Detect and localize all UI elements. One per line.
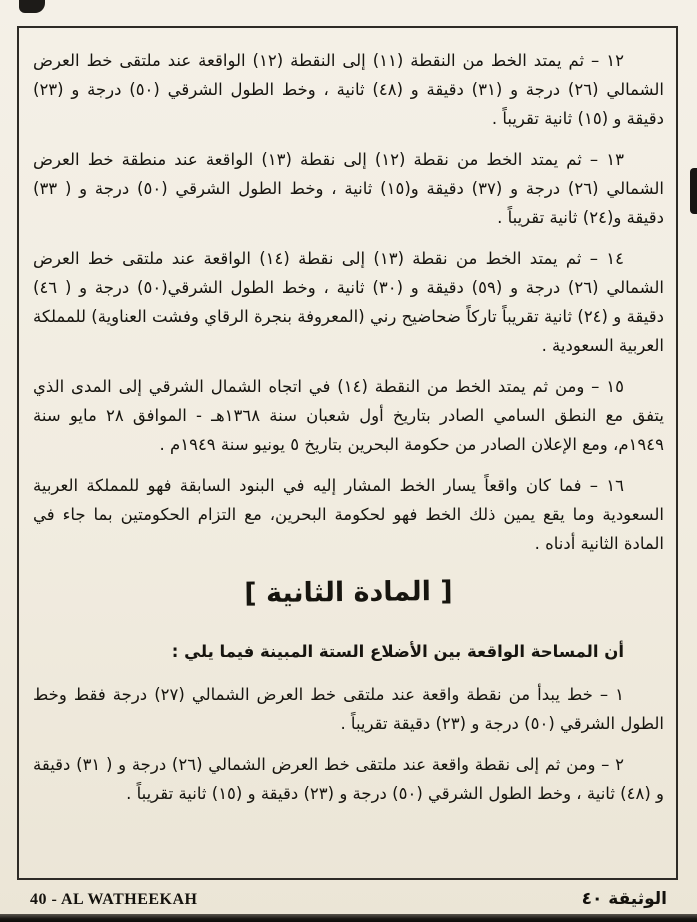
article-2-heading: [ المادة الثانية ] [244, 575, 453, 610]
paragraph-15: ١٥ – ومن ثم يمتد الخط من النقطة (١٤) في اتجاه الشمال الشرقي إلى المدى الذي يتفق مع النطق السامي الصادر بتاريخ أول شعبان سنة ١٣٦٨هـ - الموافق ٢٨ مايو سنة ١٩٤٩م، ومع الإعلان الصادر من حكومة البحرين بتاريخ ٥ يونيو سنة ١٩٤٩م . [33, 377, 664, 454]
scan-edge-bottom [0, 914, 697, 922]
article-2-paragraph-2: ٢ – ومن ثم إلى نقطة واقعة عند ملتقى خط العرض الشمالي (٢٦) درجة و ( ٣١) دقيقة و (٤٨) ثانية ، وخط الطول الشرقي (٥٠) درجة و (٢٣) دقيقة و (١٥) ثانية تقريباً . [33, 755, 664, 803]
scan-artifact-top-left [19, 0, 45, 13]
scan-artifact-right-edge [690, 168, 697, 214]
paragraph-16: ١٦ – فما كان واقعاً يسار الخط المشار إليه في البنود السابقة فهو للمملكة العربية السعودية وما يقع يمين ذلك الخط فهو لحكومة البحرين، مع التزام الحكومتين بما جاء في المادة الثانية أدناه . [33, 476, 664, 553]
paragraph-12: ١٢ – ثم يمتد الخط من النقطة (١١) إلى النقطة (١٢) الواقعة عند ملتقى خط العرض الشمالي (٢٦) درجة و (٣١) دقيقة و (٤٨) ثانية ، وخط الطول الشرقي (٥٠) درجة و (٢٣) دقيقة و (١٥) ثانية تقريباً . [33, 51, 664, 128]
page-footer [30, 889, 667, 909]
paragraph-13: ١٣ – ثم يمتد الخط من نقطة (١٢) إلى نقطة (١٣) الواقعة عند منطقة خط العرض الشمالي (٢٦) درجة و (٣٧) دقيقة و(١٥) ثانية ، وخط الطول الشرقي (٥٠) درجة و ( ٣٣) دقيقة و(٢٤) ثانية تقريباً . [33, 150, 664, 227]
article-2-paragraph-1: ١ – خط يبدأ من نقطة واقعة عند ملتقى خط العرض الشمالي (٢٧) درجة فقط وخط الطول الشرقي (٥٠) درجة و (٢٣) دقيقة تقريباً . [33, 685, 664, 733]
document-body [33, 46, 664, 820]
footer-english-page-label: 40 - AL WATHEEKAH [30, 891, 198, 908]
footer-arabic-page-label: الوثيقة ٤٠ [581, 889, 667, 909]
article-2-intro: أن المساحة الواقعة بين الأضلاع الستة المبينة فيما يلي : [171, 642, 624, 661]
paragraph-14: ١٤ – ثم يمتد الخط من نقطة (١٣) إلى نقطة (١٤) الواقعة عند ملتقى خط العرض الشمالي (٢٦) درجة و (٥٩) دقيقة و (٣٠) ثانية ، وخط الطول الشرقي(٥٠) درجة و ( ٤٦) دقيقة و (٢٤) ثانية تقريباً تاركاً ضحاضيح رني (المعروفة بنجرة الرقاي وفشت العناوية) للمملكة العربية السعودية . [33, 249, 664, 355]
